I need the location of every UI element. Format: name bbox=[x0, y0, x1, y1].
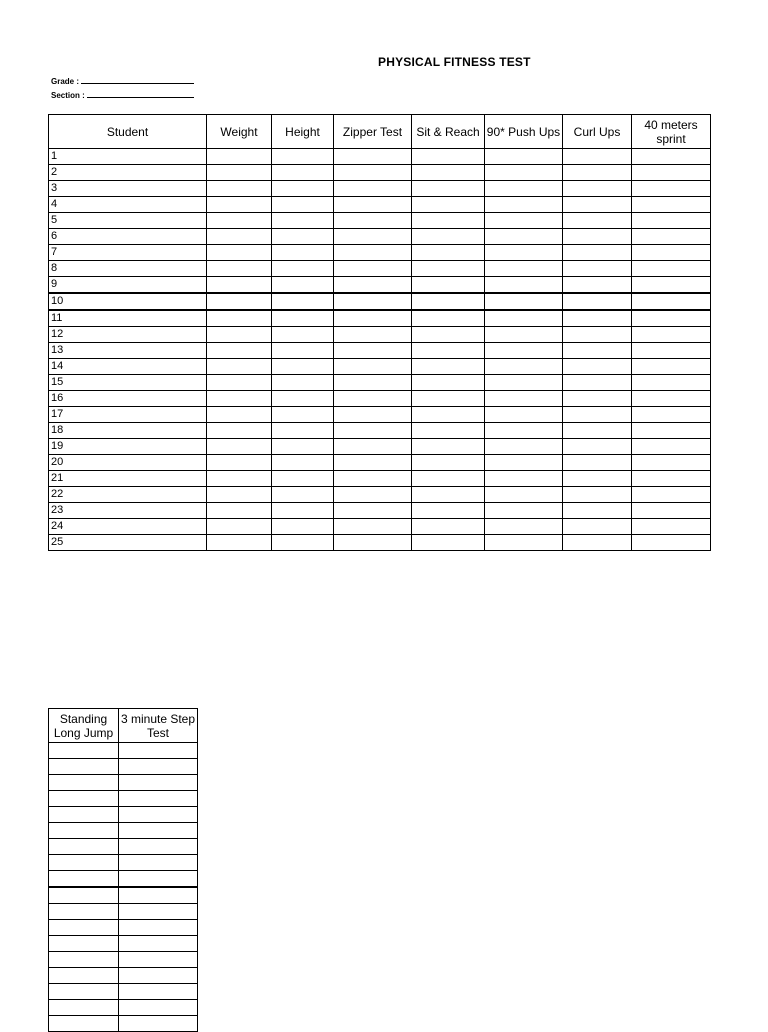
score-cell[interactable] bbox=[49, 759, 119, 775]
student-number-cell: 22 bbox=[49, 487, 207, 503]
score-cell[interactable] bbox=[412, 359, 485, 375]
score-cell[interactable] bbox=[207, 535, 272, 551]
score-cell[interactable] bbox=[485, 165, 563, 181]
score-cell[interactable] bbox=[207, 471, 272, 487]
student-number-cell: 25 bbox=[49, 535, 207, 551]
score-cell[interactable] bbox=[334, 181, 412, 197]
score-cell[interactable] bbox=[49, 984, 119, 1000]
score-cell[interactable] bbox=[207, 181, 272, 197]
column-header-sit-reach: Sit & Reach bbox=[412, 115, 485, 149]
table-row bbox=[49, 775, 198, 791]
score-cell[interactable] bbox=[119, 968, 198, 984]
score-cell[interactable] bbox=[334, 229, 412, 245]
student-number-cell: 1 bbox=[49, 149, 207, 165]
grade-blank-line bbox=[81, 75, 194, 84]
score-cell[interactable] bbox=[119, 791, 198, 807]
score-cell[interactable] bbox=[485, 310, 563, 327]
score-cell[interactable] bbox=[207, 503, 272, 519]
score-cell[interactable] bbox=[485, 149, 563, 165]
table-row bbox=[49, 743, 198, 759]
score-cell[interactable] bbox=[207, 455, 272, 471]
table-row bbox=[49, 229, 711, 245]
score-cell[interactable] bbox=[334, 261, 412, 277]
score-cell[interactable] bbox=[485, 181, 563, 197]
score-cell[interactable] bbox=[272, 519, 334, 535]
score-cell[interactable] bbox=[563, 471, 632, 487]
student-number-cell: 8 bbox=[49, 261, 207, 277]
score-cell[interactable] bbox=[334, 471, 412, 487]
section-blank-line bbox=[87, 89, 194, 98]
score-cell[interactable] bbox=[49, 904, 119, 920]
score-cell[interactable] bbox=[563, 407, 632, 423]
score-cell[interactable] bbox=[632, 310, 711, 327]
table-row bbox=[49, 920, 198, 936]
student-number-cell: 3 bbox=[49, 181, 207, 197]
score-cell[interactable] bbox=[563, 455, 632, 471]
score-cell[interactable] bbox=[272, 359, 334, 375]
score-cell[interactable] bbox=[412, 375, 485, 391]
score-cell[interactable] bbox=[207, 391, 272, 407]
student-number-cell: 13 bbox=[49, 343, 207, 359]
table-row bbox=[49, 519, 711, 535]
score-cell[interactable] bbox=[563, 487, 632, 503]
score-cell[interactable] bbox=[272, 165, 334, 181]
student-number-cell: 9 bbox=[49, 277, 207, 294]
score-cell[interactable] bbox=[485, 455, 563, 471]
score-cell[interactable] bbox=[632, 277, 711, 294]
score-cell[interactable] bbox=[563, 245, 632, 261]
table-row bbox=[49, 213, 711, 229]
score-cell[interactable] bbox=[49, 743, 119, 759]
score-cell[interactable] bbox=[412, 407, 485, 423]
score-cell[interactable] bbox=[485, 375, 563, 391]
score-cell[interactable] bbox=[412, 519, 485, 535]
score-cell[interactable] bbox=[272, 245, 334, 261]
score-cell[interactable] bbox=[119, 743, 198, 759]
score-cell[interactable] bbox=[49, 936, 119, 952]
table-row bbox=[49, 871, 198, 888]
score-cell[interactable] bbox=[334, 197, 412, 213]
score-cell[interactable] bbox=[49, 1000, 119, 1016]
student-number-cell: 5 bbox=[49, 213, 207, 229]
score-cell[interactable] bbox=[334, 293, 412, 310]
score-cell[interactable] bbox=[334, 407, 412, 423]
score-cell[interactable] bbox=[119, 936, 198, 952]
score-cell[interactable] bbox=[207, 277, 272, 294]
score-cell[interactable] bbox=[207, 375, 272, 391]
column-header-zipper-test: Zipper Test bbox=[334, 115, 412, 149]
column-header-weight: Weight bbox=[207, 115, 272, 149]
score-cell[interactable] bbox=[334, 439, 412, 455]
score-cell[interactable] bbox=[334, 327, 412, 343]
table-row bbox=[49, 439, 711, 455]
table-row bbox=[49, 535, 711, 551]
score-cell[interactable] bbox=[485, 245, 563, 261]
score-cell[interactable] bbox=[207, 149, 272, 165]
table-row bbox=[49, 984, 198, 1000]
score-cell[interactable] bbox=[334, 343, 412, 359]
score-cell[interactable] bbox=[563, 149, 632, 165]
fitness-results-table bbox=[48, 114, 711, 551]
score-cell[interactable] bbox=[272, 327, 334, 343]
table-row bbox=[49, 952, 198, 968]
score-cell[interactable] bbox=[119, 775, 198, 791]
table-row bbox=[49, 149, 711, 165]
score-cell[interactable] bbox=[563, 359, 632, 375]
score-cell[interactable] bbox=[632, 213, 711, 229]
student-number-cell: 21 bbox=[49, 471, 207, 487]
score-cell[interactable] bbox=[272, 149, 334, 165]
score-cell[interactable] bbox=[563, 197, 632, 213]
score-cell[interactable] bbox=[563, 375, 632, 391]
score-cell[interactable] bbox=[334, 149, 412, 165]
student-number-cell: 16 bbox=[49, 391, 207, 407]
score-cell[interactable] bbox=[412, 213, 485, 229]
score-cell[interactable] bbox=[272, 455, 334, 471]
score-cell[interactable] bbox=[49, 839, 119, 855]
score-cell[interactable] bbox=[632, 503, 711, 519]
score-cell[interactable] bbox=[485, 391, 563, 407]
score-cell[interactable] bbox=[119, 871, 198, 888]
score-cell[interactable] bbox=[272, 229, 334, 245]
score-cell[interactable] bbox=[632, 423, 711, 439]
score-cell[interactable] bbox=[272, 423, 334, 439]
score-cell[interactable] bbox=[632, 439, 711, 455]
score-cell[interactable] bbox=[334, 503, 412, 519]
score-cell[interactable] bbox=[119, 839, 198, 855]
table-row bbox=[49, 968, 198, 984]
table-row bbox=[49, 455, 711, 471]
table-row bbox=[49, 327, 711, 343]
score-cell[interactable] bbox=[485, 359, 563, 375]
section-label: Section : bbox=[51, 91, 85, 100]
score-cell[interactable] bbox=[334, 519, 412, 535]
score-cell[interactable] bbox=[272, 407, 334, 423]
grade-field bbox=[51, 75, 194, 86]
score-cell[interactable] bbox=[207, 197, 272, 213]
score-cell[interactable] bbox=[412, 487, 485, 503]
score-cell[interactable] bbox=[563, 503, 632, 519]
score-cell[interactable] bbox=[272, 197, 334, 213]
score-cell[interactable] bbox=[207, 310, 272, 327]
score-cell[interactable] bbox=[49, 807, 119, 823]
table-row bbox=[49, 391, 711, 407]
student-number-cell: 18 bbox=[49, 423, 207, 439]
score-cell[interactable] bbox=[119, 1000, 198, 1016]
score-cell[interactable] bbox=[334, 310, 412, 327]
score-cell[interactable] bbox=[563, 181, 632, 197]
score-cell[interactable] bbox=[632, 487, 711, 503]
score-cell[interactable] bbox=[207, 343, 272, 359]
student-number-cell: 19 bbox=[49, 439, 207, 455]
table-row bbox=[49, 165, 711, 181]
score-cell[interactable] bbox=[485, 503, 563, 519]
score-cell[interactable] bbox=[485, 229, 563, 245]
score-cell[interactable] bbox=[632, 471, 711, 487]
student-number-cell: 17 bbox=[49, 407, 207, 423]
score-cell[interactable] bbox=[49, 823, 119, 839]
table-row bbox=[49, 310, 711, 327]
student-number-cell: 11 bbox=[49, 310, 207, 327]
column-header-sprint: 40 meters sprint bbox=[632, 115, 711, 149]
score-cell[interactable] bbox=[207, 229, 272, 245]
score-cell[interactable] bbox=[563, 310, 632, 327]
score-cell[interactable] bbox=[207, 327, 272, 343]
table-row bbox=[49, 503, 711, 519]
score-cell[interactable] bbox=[563, 519, 632, 535]
table-row bbox=[49, 293, 711, 310]
score-cell[interactable] bbox=[272, 181, 334, 197]
score-cell[interactable] bbox=[49, 887, 119, 904]
score-cell[interactable] bbox=[485, 293, 563, 310]
score-cell[interactable] bbox=[412, 165, 485, 181]
score-cell[interactable] bbox=[412, 245, 485, 261]
score-cell[interactable] bbox=[412, 439, 485, 455]
score-cell[interactable] bbox=[485, 197, 563, 213]
score-cell[interactable] bbox=[272, 535, 334, 551]
score-cell[interactable] bbox=[272, 391, 334, 407]
score-cell[interactable] bbox=[49, 920, 119, 936]
score-cell[interactable] bbox=[207, 359, 272, 375]
score-cell[interactable] bbox=[272, 487, 334, 503]
score-cell[interactable] bbox=[49, 871, 119, 888]
column-header-push-ups: 90* Push Ups bbox=[485, 115, 563, 149]
score-cell[interactable] bbox=[49, 968, 119, 984]
student-number-cell: 14 bbox=[49, 359, 207, 375]
table-row bbox=[49, 261, 711, 277]
score-cell[interactable] bbox=[563, 229, 632, 245]
score-cell[interactable] bbox=[485, 327, 563, 343]
score-cell[interactable] bbox=[412, 149, 485, 165]
table-row bbox=[49, 759, 198, 775]
score-cell[interactable] bbox=[207, 261, 272, 277]
page-title: PHYSICAL FITNESS TEST bbox=[378, 55, 531, 69]
student-number-cell: 15 bbox=[49, 375, 207, 391]
column-header-standing-long-jump: Standing Long Jump bbox=[49, 709, 119, 743]
score-cell[interactable] bbox=[632, 229, 711, 245]
score-cell[interactable] bbox=[412, 503, 485, 519]
score-cell[interactable] bbox=[334, 391, 412, 407]
table-row bbox=[49, 936, 198, 952]
score-cell[interactable] bbox=[334, 165, 412, 181]
student-number-cell: 10 bbox=[49, 293, 207, 310]
additional-tests-table bbox=[48, 708, 198, 1032]
score-cell[interactable] bbox=[207, 439, 272, 455]
score-cell[interactable] bbox=[485, 487, 563, 503]
score-cell[interactable] bbox=[412, 293, 485, 310]
table-row bbox=[49, 407, 711, 423]
score-cell[interactable] bbox=[272, 213, 334, 229]
score-cell[interactable] bbox=[563, 165, 632, 181]
score-cell[interactable] bbox=[563, 423, 632, 439]
score-cell[interactable] bbox=[632, 327, 711, 343]
table-row bbox=[49, 245, 711, 261]
score-cell[interactable] bbox=[334, 245, 412, 261]
student-number-cell: 12 bbox=[49, 327, 207, 343]
table-row bbox=[49, 277, 711, 294]
score-cell[interactable] bbox=[334, 277, 412, 294]
score-cell[interactable] bbox=[119, 952, 198, 968]
score-cell[interactable] bbox=[207, 213, 272, 229]
student-number-cell: 4 bbox=[49, 197, 207, 213]
score-cell[interactable] bbox=[485, 423, 563, 439]
score-cell[interactable] bbox=[412, 343, 485, 359]
score-cell[interactable] bbox=[49, 775, 119, 791]
table-row bbox=[49, 791, 198, 807]
score-cell[interactable] bbox=[412, 471, 485, 487]
student-number-cell: 24 bbox=[49, 519, 207, 535]
score-cell[interactable] bbox=[119, 823, 198, 839]
student-number-cell: 6 bbox=[49, 229, 207, 245]
score-cell[interactable] bbox=[563, 391, 632, 407]
score-cell[interactable] bbox=[485, 213, 563, 229]
score-cell[interactable] bbox=[207, 245, 272, 261]
score-cell[interactable] bbox=[207, 519, 272, 535]
score-cell[interactable] bbox=[412, 391, 485, 407]
score-cell[interactable] bbox=[412, 261, 485, 277]
score-cell[interactable] bbox=[272, 277, 334, 294]
score-cell[interactable] bbox=[334, 535, 412, 551]
score-cell[interactable] bbox=[632, 359, 711, 375]
score-cell[interactable] bbox=[412, 535, 485, 551]
score-cell[interactable] bbox=[563, 277, 632, 294]
score-cell[interactable] bbox=[563, 343, 632, 359]
score-cell[interactable] bbox=[632, 375, 711, 391]
score-cell[interactable] bbox=[485, 519, 563, 535]
score-cell[interactable] bbox=[334, 487, 412, 503]
table-row bbox=[49, 1000, 198, 1016]
table-header-row bbox=[49, 709, 198, 743]
table-header-row bbox=[49, 115, 711, 149]
score-cell[interactable] bbox=[207, 407, 272, 423]
score-cell[interactable] bbox=[119, 887, 198, 904]
score-cell[interactable] bbox=[485, 439, 563, 455]
score-cell[interactable] bbox=[485, 343, 563, 359]
score-cell[interactable] bbox=[632, 391, 711, 407]
score-cell[interactable] bbox=[485, 261, 563, 277]
column-header-curl-ups: Curl Ups bbox=[563, 115, 632, 149]
score-cell[interactable] bbox=[272, 439, 334, 455]
score-cell[interactable] bbox=[485, 407, 563, 423]
score-cell[interactable] bbox=[49, 952, 119, 968]
score-cell[interactable] bbox=[632, 535, 711, 551]
score-cell[interactable] bbox=[119, 855, 198, 871]
score-cell[interactable] bbox=[334, 213, 412, 229]
score-cell[interactable] bbox=[632, 407, 711, 423]
grade-label: Grade : bbox=[51, 77, 80, 86]
table-row bbox=[49, 904, 198, 920]
section-field bbox=[51, 89, 194, 100]
score-cell[interactable] bbox=[49, 791, 119, 807]
score-cell[interactable] bbox=[563, 293, 632, 310]
score-cell[interactable] bbox=[485, 471, 563, 487]
student-number-cell: 7 bbox=[49, 245, 207, 261]
score-cell[interactable] bbox=[412, 327, 485, 343]
score-cell[interactable] bbox=[632, 519, 711, 535]
score-cell[interactable] bbox=[563, 327, 632, 343]
score-cell[interactable] bbox=[207, 423, 272, 439]
table-row bbox=[49, 197, 711, 213]
score-cell[interactable] bbox=[207, 293, 272, 310]
score-cell[interactable] bbox=[563, 535, 632, 551]
score-cell[interactable] bbox=[632, 245, 711, 261]
student-number-cell: 20 bbox=[49, 455, 207, 471]
table-row bbox=[49, 487, 711, 503]
score-cell[interactable] bbox=[412, 181, 485, 197]
score-cell[interactable] bbox=[272, 310, 334, 327]
score-cell[interactable] bbox=[632, 197, 711, 213]
score-cell[interactable] bbox=[563, 213, 632, 229]
score-cell[interactable] bbox=[272, 503, 334, 519]
score-cell[interactable] bbox=[485, 535, 563, 551]
score-cell[interactable] bbox=[632, 343, 711, 359]
score-cell[interactable] bbox=[412, 197, 485, 213]
score-cell[interactable] bbox=[272, 343, 334, 359]
table-row bbox=[49, 823, 198, 839]
score-cell[interactable] bbox=[412, 310, 485, 327]
column-header-step-test: 3 minute Step Test bbox=[119, 709, 198, 743]
table-row bbox=[49, 343, 711, 359]
score-cell[interactable] bbox=[119, 984, 198, 1000]
score-cell[interactable] bbox=[207, 487, 272, 503]
table-row bbox=[49, 855, 198, 871]
score-cell[interactable] bbox=[119, 807, 198, 823]
column-header-height: Height bbox=[272, 115, 334, 149]
score-cell[interactable] bbox=[563, 261, 632, 277]
score-cell[interactable] bbox=[632, 293, 711, 310]
score-cell[interactable] bbox=[632, 165, 711, 181]
student-number-cell: 23 bbox=[49, 503, 207, 519]
score-cell[interactable] bbox=[119, 759, 198, 775]
score-cell[interactable] bbox=[272, 261, 334, 277]
column-header-student: Student bbox=[49, 115, 207, 149]
score-cell[interactable] bbox=[412, 229, 485, 245]
score-cell[interactable] bbox=[563, 439, 632, 455]
score-cell[interactable] bbox=[412, 455, 485, 471]
score-cell[interactable] bbox=[49, 855, 119, 871]
table-row bbox=[49, 359, 711, 375]
score-cell[interactable] bbox=[412, 423, 485, 439]
table-row bbox=[49, 471, 711, 487]
score-cell[interactable] bbox=[334, 359, 412, 375]
table-row bbox=[49, 375, 711, 391]
score-cell[interactable] bbox=[119, 920, 198, 936]
score-cell[interactable] bbox=[485, 277, 563, 294]
score-cell[interactable] bbox=[632, 455, 711, 471]
score-cell[interactable] bbox=[334, 423, 412, 439]
table-row bbox=[49, 839, 198, 855]
score-cell[interactable] bbox=[272, 471, 334, 487]
student-number-cell: 2 bbox=[49, 165, 207, 181]
table-row bbox=[49, 423, 711, 439]
table-row bbox=[49, 181, 711, 197]
score-cell[interactable] bbox=[632, 149, 711, 165]
score-cell[interactable] bbox=[412, 277, 485, 294]
table-row bbox=[49, 807, 198, 823]
score-cell[interactable] bbox=[272, 293, 334, 310]
score-cell[interactable] bbox=[272, 375, 334, 391]
score-cell[interactable] bbox=[334, 455, 412, 471]
score-cell[interactable] bbox=[632, 261, 711, 277]
score-cell[interactable] bbox=[119, 904, 198, 920]
score-cell[interactable] bbox=[632, 181, 711, 197]
score-cell[interactable] bbox=[334, 375, 412, 391]
table-row bbox=[49, 887, 198, 904]
score-cell[interactable] bbox=[207, 165, 272, 181]
